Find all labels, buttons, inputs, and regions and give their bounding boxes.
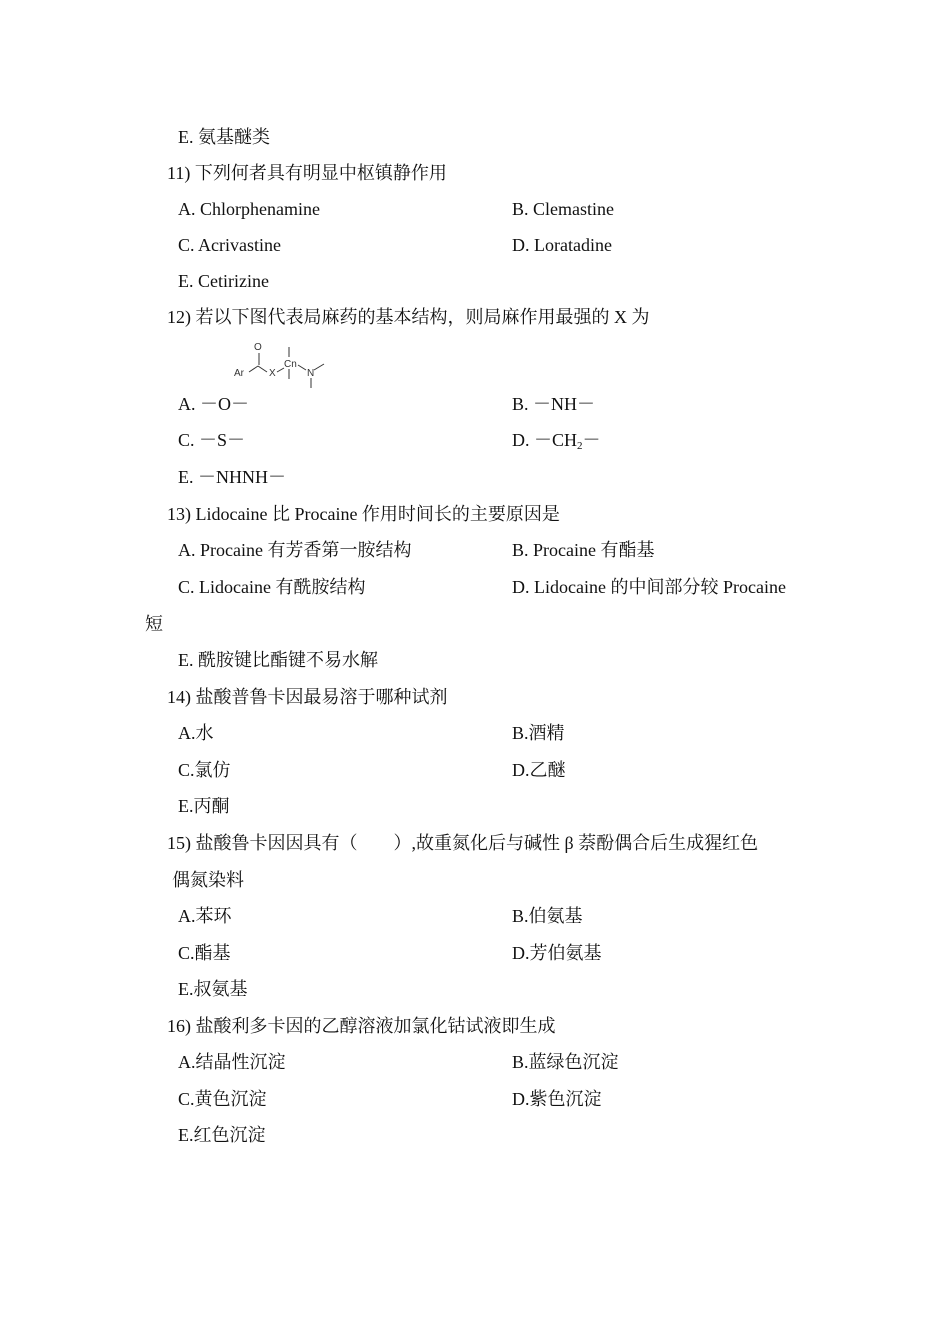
question-13-option-e: E. 酰胺键比酯键不易水解 bbox=[178, 650, 378, 670]
question-12-option-b: B. －NH－ bbox=[512, 394, 596, 414]
question-11-option-c: C. Acrivastine bbox=[178, 235, 281, 255]
question-12-option-d bbox=[512, 429, 601, 457]
question-14-option-e: E.丙酮 bbox=[178, 796, 230, 816]
structure-x-label: X bbox=[269, 368, 276, 379]
question-15-option-b: B.伯氨基 bbox=[512, 906, 583, 926]
question-16-option-a: A.结晶性沉淀 bbox=[178, 1052, 286, 1072]
question-13-stem: 13) Lidocaine 比 Procaine 作用时间长的主要原因是 bbox=[167, 504, 560, 524]
question-13-option-c: C. Lidocaine 有酰胺结构 bbox=[178, 577, 366, 597]
question-10-option-e: E. 氨基醚类 bbox=[178, 127, 270, 147]
question-11-option-a: A. Chlorphenamine bbox=[178, 199, 320, 219]
question-12-option-d-subscript: 2 bbox=[577, 440, 583, 452]
question-13-option-a: A. Procaine 有芳香第一胺结构 bbox=[178, 540, 412, 560]
question-15-option-a: A.苯环 bbox=[178, 906, 232, 926]
question-15-stem: 15) 盐酸鲁卡因因具有（ ）,故重氮化后与碱性 β 萘酚偶合后生成猩红色 bbox=[167, 833, 759, 853]
question-13-option-b: B. Procaine 有酯基 bbox=[512, 540, 655, 560]
question-16-stem: 16) 盐酸利多卡因的乙醇溶液加氯化钴试液即生成 bbox=[167, 1016, 556, 1036]
question-15-option-c: C.酯基 bbox=[178, 943, 231, 963]
question-16-option-d: D.紫色沉淀 bbox=[512, 1089, 602, 1109]
question-16-option-b: B.蓝绿色沉淀 bbox=[512, 1052, 619, 1072]
question-12-option-c: C. －S－ bbox=[178, 430, 246, 450]
question-13-option-d: D. Lidocaine 的中间部分较 Procaine bbox=[512, 577, 786, 597]
question-16-option-e: E.红色沉淀 bbox=[178, 1125, 266, 1145]
structure-n-label: N bbox=[307, 368, 315, 379]
question-14-option-d: D.乙醚 bbox=[512, 760, 566, 780]
question-14-option-b: B.酒精 bbox=[512, 723, 565, 743]
question-14-stem: 14) 盐酸普鲁卡因最易溶于哪种试剂 bbox=[167, 687, 448, 707]
question-11-option-b: B. Clemastine bbox=[512, 199, 614, 219]
question-12-stem: 12) 若以下图代表局麻药的基本结构，则局麻作用最强的 X 为 bbox=[167, 307, 650, 327]
structure-ar-label: Ar bbox=[234, 368, 244, 379]
structure-cn-label: Cn bbox=[284, 359, 297, 370]
question-15-option-d: D.芳伯氨基 bbox=[512, 943, 602, 963]
question-12-option-d-tail: － bbox=[582, 430, 601, 450]
question-14-option-a: A.水 bbox=[178, 723, 214, 743]
question-11-stem: 11) 下列何者具有明显中枢镇静作用 bbox=[167, 163, 447, 183]
question-11-option-e: E. Cetirizine bbox=[178, 271, 269, 291]
question-15-stem-continued: 偶氮染料 bbox=[172, 870, 244, 890]
question-13-option-d-continued: 短 bbox=[145, 614, 163, 634]
question-12-option-d-text: D. －CH bbox=[512, 430, 578, 450]
question-12-option-a: A. －O－ bbox=[178, 394, 249, 414]
local-anesthetic-structure-figure bbox=[228, 338, 338, 390]
question-16-option-c: C.黄色沉淀 bbox=[178, 1089, 267, 1109]
question-11-option-d: D. Loratadine bbox=[512, 235, 612, 255]
question-14-option-c: C.氯仿 bbox=[178, 760, 231, 780]
question-12-option-e: E. －NHNH－ bbox=[178, 467, 286, 487]
question-15-option-e: E.叔氨基 bbox=[178, 979, 248, 999]
structure-o-label: O bbox=[254, 342, 262, 353]
